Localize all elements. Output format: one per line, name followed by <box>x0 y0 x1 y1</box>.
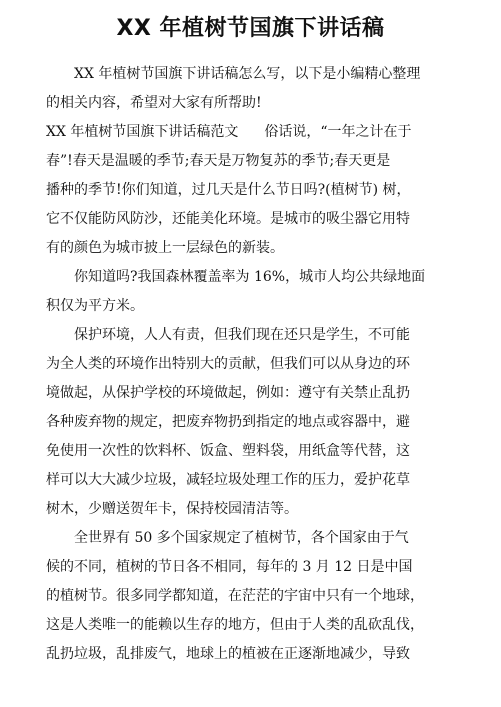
document-title: XX 年植树节国旗下讲话稿 <box>116 16 385 41</box>
paragraph-line: 有的颜色为城市披上一层绿色的新装。 <box>46 240 284 256</box>
paragraph-line: 的相关内容，希望对大家有所帮助! <box>46 95 262 111</box>
document-body <box>46 60 456 669</box>
paragraph-line: 境做起，从保护学校的环境做起，例如：遵守有关禁止乱扔 <box>46 385 410 401</box>
paragraph-line <box>46 118 456 147</box>
paragraph-line: 的植树节。很多同学都知道，在茫茫的宇宙中只有一个地球， <box>46 588 424 604</box>
paragraph-line: 全世界有 50 多个国家规定了植树节，各个国家由于气 <box>74 530 409 546</box>
paragraph-line: 各种废弃物的规定，把废弃物扔到指定的地点或容器中，避 <box>46 414 410 430</box>
paragraph-line: 乱扔垃圾，乱排废气，地球上的植被在正逐渐地减少，导致 <box>46 646 410 662</box>
paragraph-line: 保护环境，人人有责，但我们现在还只是学生，不可能 <box>74 327 410 343</box>
paragraph-line: 播种的季节!你们知道，过几天是什么节日吗?(植树节) 树， <box>46 182 411 198</box>
paragraph-line: 树木，少赠送贺年卡，保持校园清洁等。 <box>46 501 298 517</box>
paragraph-text: 俗话说，“一年之计在于 <box>264 124 412 140</box>
paragraph-line: 候的不同，植树的节日各不相同，每年的 3 月 12 日是中国 <box>46 559 413 575</box>
paragraph-line: 为全人类的环境作出特别大的贡献，但我们可以从身边的环 <box>46 356 410 372</box>
section-heading: XX 年植树节国旗下讲话稿范文 <box>46 124 239 140</box>
paragraph-line: 积仅为平方米。 <box>46 298 144 314</box>
paragraph-line: 它不仅能防风防沙，还能美化环境。是城市的吸尘器它用特 <box>46 211 410 227</box>
paragraph-line: 这是人类唯一的能赖以生存的地方，但由于人类的乱砍乱伐， <box>46 617 424 633</box>
paragraph-line: 样可以大大减少垃圾，减轻垃圾处理工作的压力，爱护花草 <box>46 472 410 488</box>
paragraph-line: 春”!春天是温暖的季节;春天是万物复苏的季节;春天更是 <box>46 153 391 169</box>
paragraph-line: 你知道吗?我国森林覆盖率为 16%，城市人均公共绿地面 <box>74 269 426 285</box>
paragraph-line: XX 年植树节国旗下讲话稿怎么写，以下是小编精心整理 <box>74 66 421 82</box>
paragraph-line: 免使用一次性的饮料杯、饭盒、塑料袋，用纸盒等代替，这 <box>46 443 410 459</box>
